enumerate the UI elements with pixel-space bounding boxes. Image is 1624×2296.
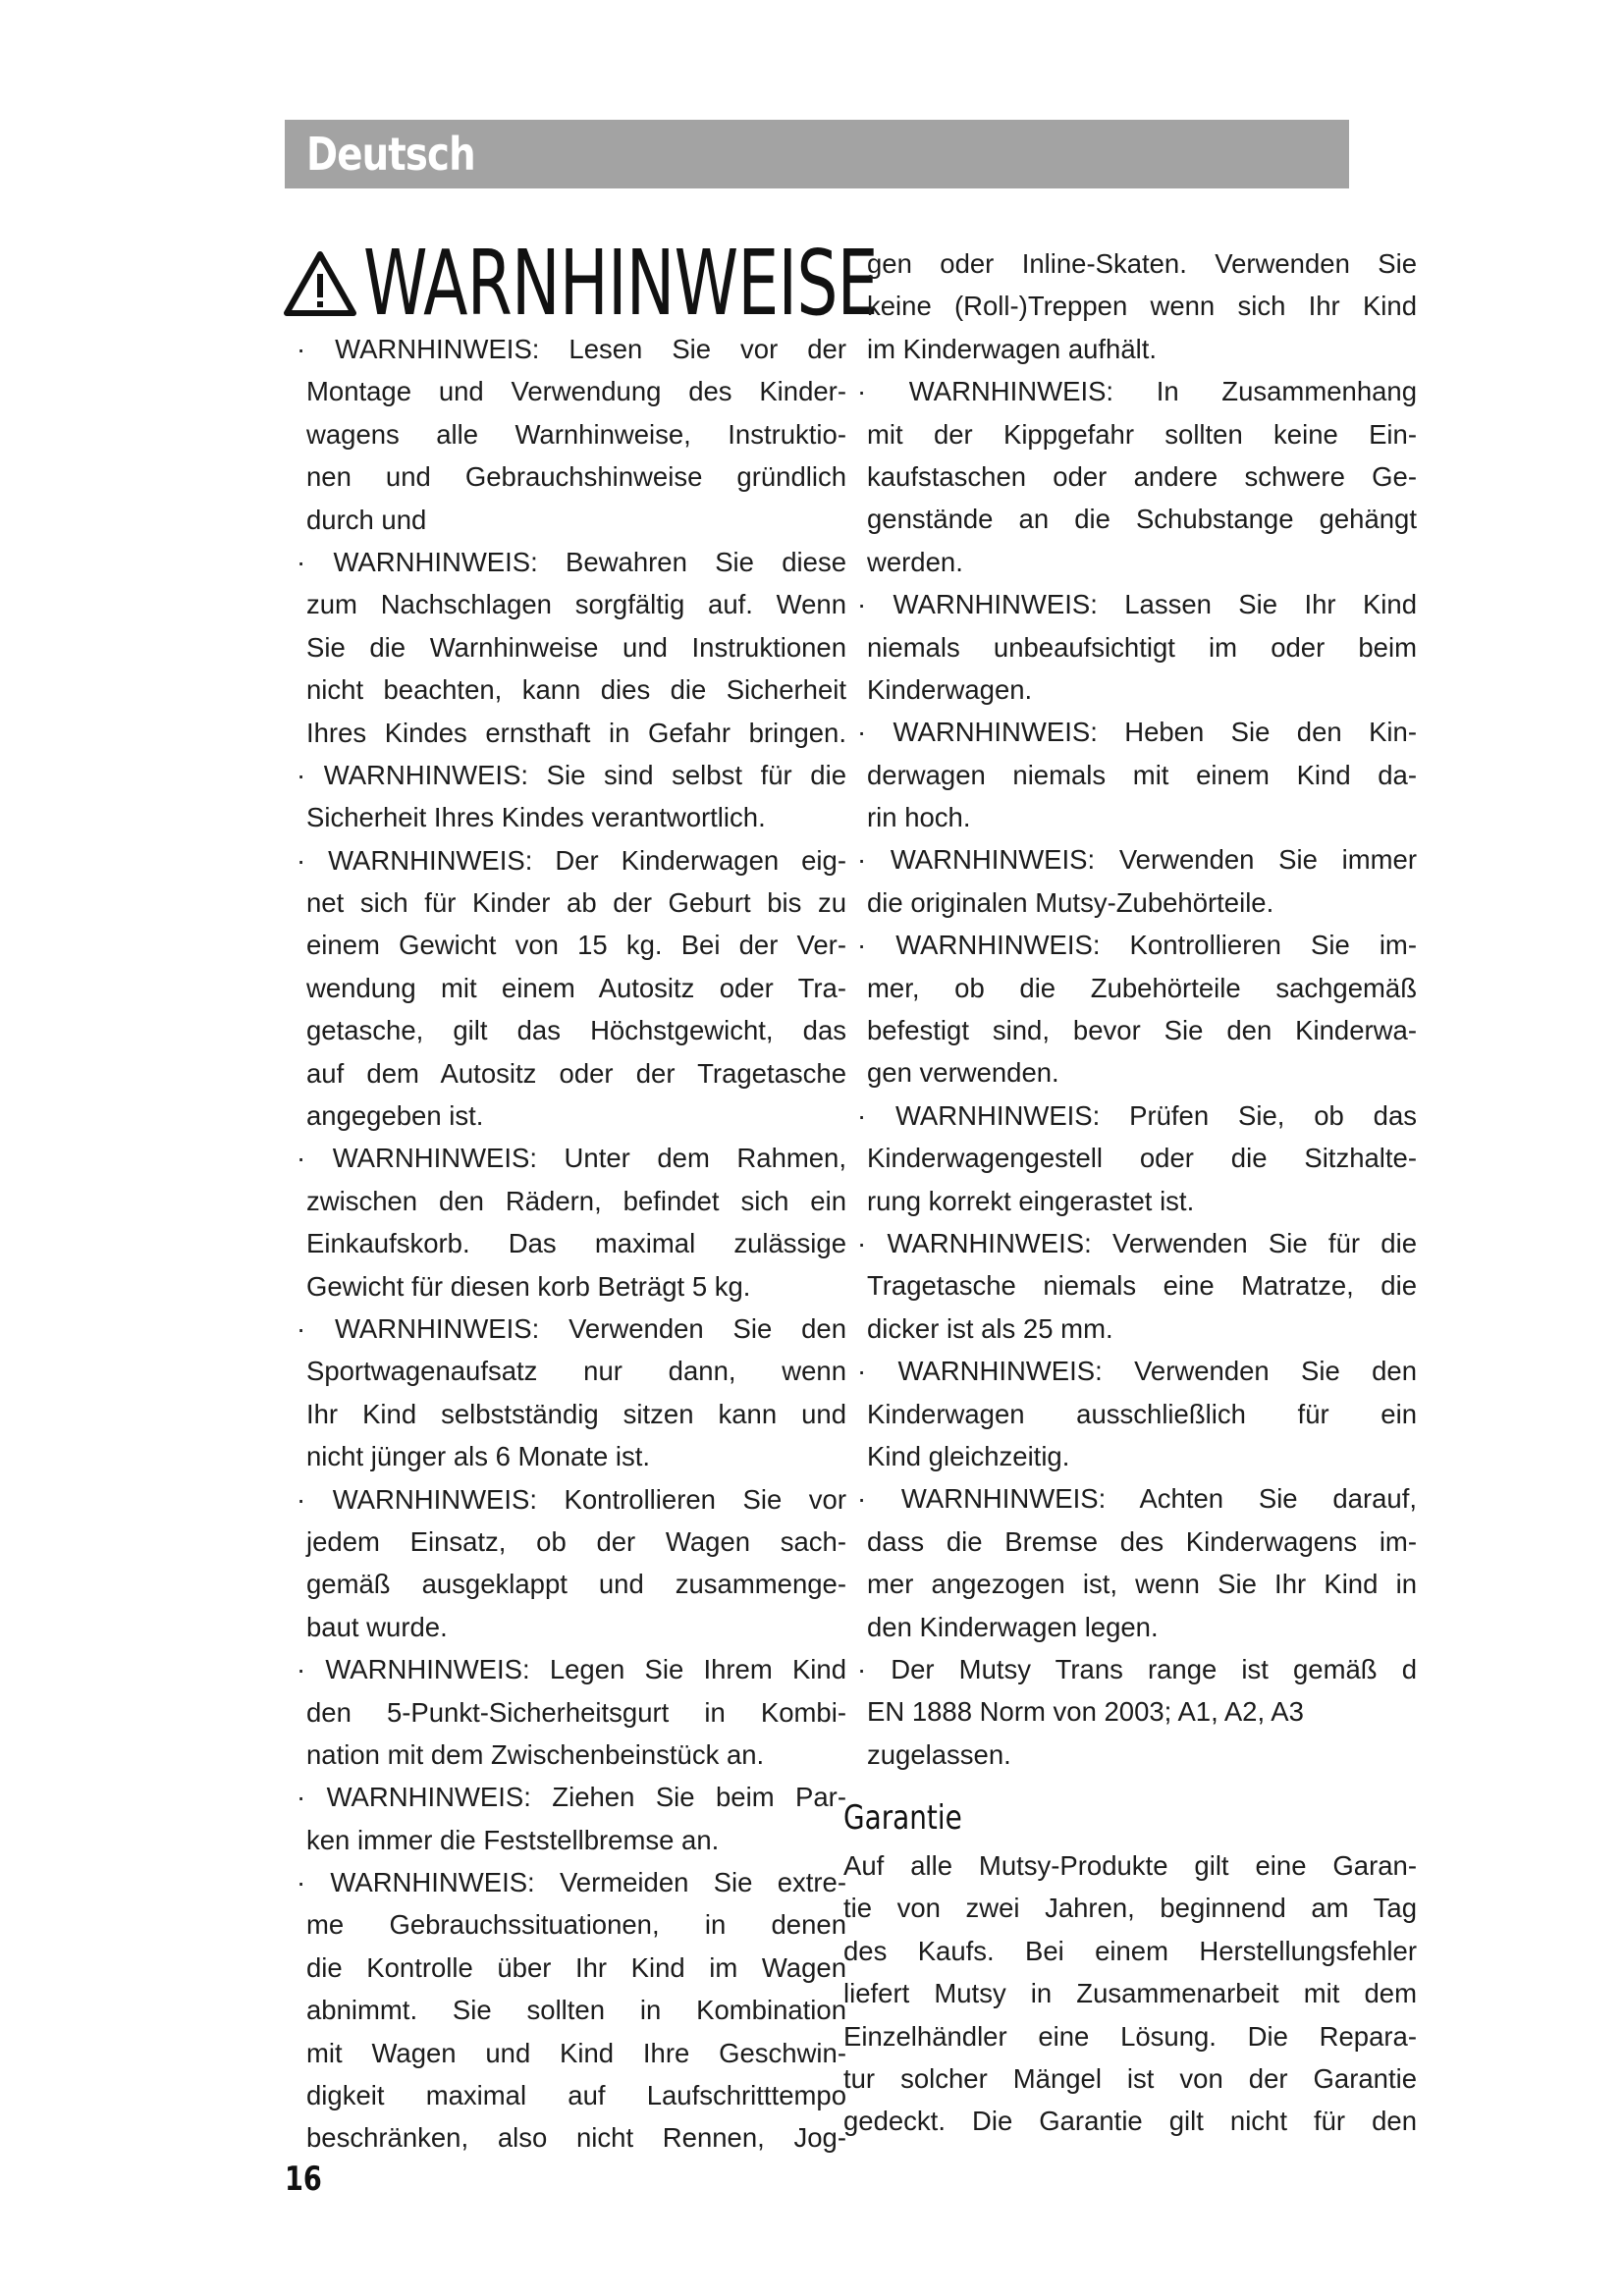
warning-triangle-icon — [283, 250, 357, 317]
text-line: dicker ist als 25 mm. — [867, 1312, 1113, 1344]
text-line: nation mit dem Zwischenbeinstück an. — [306, 1738, 765, 1770]
text-line: mit der Kippgefahr sollten keine Ein- — [867, 418, 1417, 450]
text-line: · WARNHINWEIS: Legen Sie Ihrem Kind — [297, 1654, 846, 1685]
text-line: im Kinderwagen aufhält. — [867, 333, 1158, 364]
text-line: rin hoch. — [867, 802, 971, 833]
text-line: die Kontrolle über Ihr Kind im Wagen — [306, 1951, 846, 1983]
text-line: Auf alle Mutsy-Produkte gilt eine Garan- — [843, 1850, 1417, 1882]
text-line: zugelassen. — [867, 1738, 1011, 1770]
text-line: Sportwagenaufsatz nur dann, wenn — [306, 1356, 846, 1387]
text-line: · WARNHINWEIS: Lesen Sie vor der — [297, 334, 846, 364]
text-line: mit Wagen und Kind Ihre Geschwin- — [306, 2037, 846, 2068]
text-line: befestigt sind, bevor Sie den Kinderwa- — [867, 1015, 1417, 1046]
text-line: Sicherheit Ihres Kindes verantwortlich. — [306, 802, 766, 833]
text-line: zum Nachschlagen sorgfältig auf. Wenn — [306, 589, 846, 620]
text-line: · WARNHINWEIS: Kontrollieren Sie vor — [297, 1483, 846, 1515]
text-line: Ihres Kindes ernsthaft in Gefahr bringen. — [306, 717, 846, 748]
text-line: Sie die Warnhinweise und Instruktionen — [306, 631, 846, 663]
text-line: genstände an die Schubstange gehängt — [867, 504, 1417, 535]
text-line: dass die Bremse des Kinderwagens im- — [867, 1525, 1417, 1557]
text-line: tie von zwei Jahren, beginnend am Tag — [843, 1893, 1417, 1924]
text-line: mer, ob die Zubehörteile sachgemäß — [867, 972, 1417, 1003]
column-right — [843, 242, 1417, 2143]
language-label: Deutsch — [306, 128, 475, 181]
text-line: kaufstaschen oder andere schwere Ge- — [867, 460, 1417, 492]
text-line: baut wurde. — [306, 1611, 448, 1642]
column-left — [297, 328, 846, 2160]
text-line: · WARNHINWEIS: Unter dem Rahmen, — [297, 1143, 846, 1174]
text-line: · WARNHINWEIS: Der Kinderwagen eig- — [297, 844, 846, 876]
text-line: getasche, gilt das Höchstgewicht, das — [306, 1015, 846, 1046]
text-line: jedem Einsatz, ob der Wagen sach- — [306, 1525, 846, 1557]
text-line: wendung mit einem Autositz oder Tra- — [306, 972, 846, 1003]
text-line: · WARNHINWEIS: Vermeiden Sie extre- — [297, 1867, 846, 1898]
text-line: Montage und Verwendung des Kinder- — [306, 376, 846, 407]
text-line: den Kinderwagen legen. — [867, 1611, 1159, 1642]
text-line: nen und Gebrauchshinweise gründlich — [306, 461, 846, 493]
text-line: tur solcher Mängel ist von der Garantie — [843, 2063, 1417, 2095]
text-line: · WARNHINWEIS: Bewahren Sie diese — [297, 546, 846, 577]
text-line: ken immer die Feststellbremse an. — [306, 1824, 720, 1855]
text-line: · WARNHINWEIS: Verwenden Sie für die — [857, 1227, 1417, 1258]
text-line: des Kaufs. Bei einem Herstellungsfehler — [843, 1935, 1417, 1966]
language-header-bar — [285, 120, 1349, 188]
text-line: · WARNHINWEIS: Sie sind selbst für die — [297, 759, 846, 790]
text-line: den 5-Punkt-Sicherheitsgurt in Kombi- — [306, 1696, 846, 1728]
guarantee-heading: Garantie — [843, 1798, 962, 1839]
text-line: abnimmt. Sie sollten in Kombination — [306, 1995, 846, 2026]
text-line: Ihr Kind selbstständig sitzen kann und — [306, 1398, 846, 1429]
guarantee-section — [843, 1844, 1417, 2143]
text-line: gen oder Inline-Skaten. Verwenden Sie — [867, 248, 1417, 279]
text-line: me Gebrauchssituationen, in denen — [306, 1909, 846, 1941]
text-line: beschränken, also nicht Rennen, Jog- — [306, 2122, 846, 2154]
text-line: gen verwenden. — [867, 1057, 1059, 1089]
text-line: · WARNHINWEIS: Prüfen Sie, ob das — [857, 1099, 1417, 1131]
text-line: gedeckt. Die Garantie gilt nicht für den — [843, 2106, 1417, 2137]
text-line: niemals unbeaufsichtigt im oder beim — [867, 631, 1417, 663]
warnings-title: WARNHINWEISE — [363, 231, 878, 336]
text-line: · WARNHINWEIS: In Zusammenhang — [857, 376, 1417, 407]
text-line: · WARNHINWEIS: Verwenden Sie immer — [857, 844, 1417, 876]
text-line: Kinderwagen. — [867, 673, 1033, 705]
text-line: Kind gleichzeitig. — [867, 1440, 1070, 1471]
page-number: 16 — [285, 2160, 322, 2199]
text-line: wagens alle Warnhinweise, Instruktio- — [306, 418, 846, 450]
text-line: digkeit maximal auf Laufschritttempo — [306, 2080, 846, 2111]
text-line: · WARNHINWEIS: Verwenden Sie den — [857, 1356, 1417, 1387]
text-line: · Der Mutsy Trans range ist gemäß d — [857, 1653, 1417, 1684]
text-line: · WARNHINWEIS: Verwenden Sie den — [297, 1312, 846, 1344]
text-line: durch und — [306, 504, 427, 535]
text-line: Tragetasche niemals eine Matratze, die — [867, 1270, 1417, 1302]
text-line: derwagen niemals mit einem Kind da- — [867, 759, 1417, 790]
text-line: Kinderwagen ausschließlich für ein — [867, 1398, 1417, 1429]
text-line: rung korrekt eingerastet ist. — [867, 1185, 1195, 1216]
text-line: · WARNHINWEIS: Lassen Sie Ihr Kind — [857, 589, 1417, 620]
text-line: werden. — [867, 546, 963, 577]
text-line: nicht jünger als 6 Monate ist. — [306, 1441, 651, 1472]
text-line: Einkaufskorb. Das maximal zulässige — [306, 1228, 846, 1259]
text-line: Gewicht für diesen korb Beträgt 5 kg. — [306, 1270, 751, 1302]
text-line: mer angezogen ist, wenn Sie Ihr Kind in — [867, 1569, 1417, 1600]
text-line: auf dem Autositz oder der Tragetasche — [306, 1057, 846, 1089]
text-line: Einzelhändler eine Lösung. Die Repara- — [843, 2020, 1417, 2052]
text-line: · WARNHINWEIS: Achten Sie darauf, — [857, 1483, 1417, 1515]
text-line: die originalen Mutsy-Zubehörteile. — [867, 886, 1274, 918]
text-line: EN 1888 Norm von 2003; A1, A2, A3 — [867, 1696, 1304, 1728]
text-line: · WARNHINWEIS: Heben Sie den Kin- — [857, 717, 1417, 748]
text-line: zwischen den Rädern, befindet sich ein — [306, 1185, 846, 1216]
text-line: · WARNHINWEIS: Kontrollieren Sie im- — [857, 930, 1417, 961]
text-line: gemäß ausgeklappt und zusammenge- — [306, 1569, 846, 1600]
text-line: keine (Roll-)Treppen wenn sich Ihr Kind — [867, 291, 1417, 322]
text-line: einem Gewicht von 15 kg. Bei der Ver- — [306, 930, 846, 961]
text-line: · WARNHINWEIS: Ziehen Sie beim Par- — [297, 1782, 846, 1813]
text-line: liefert Mutsy in Zusammenarbeit mit dem — [843, 1978, 1417, 2009]
text-line: nicht beachten, kann dies die Sicherheit — [306, 674, 846, 706]
text-line: Kinderwagengestell oder die Sitzhalte- — [867, 1143, 1417, 1174]
text-line: net sich für Kinder ab der Geburt bis zu — [306, 887, 846, 919]
text-line: angegeben ist. — [306, 1100, 484, 1132]
